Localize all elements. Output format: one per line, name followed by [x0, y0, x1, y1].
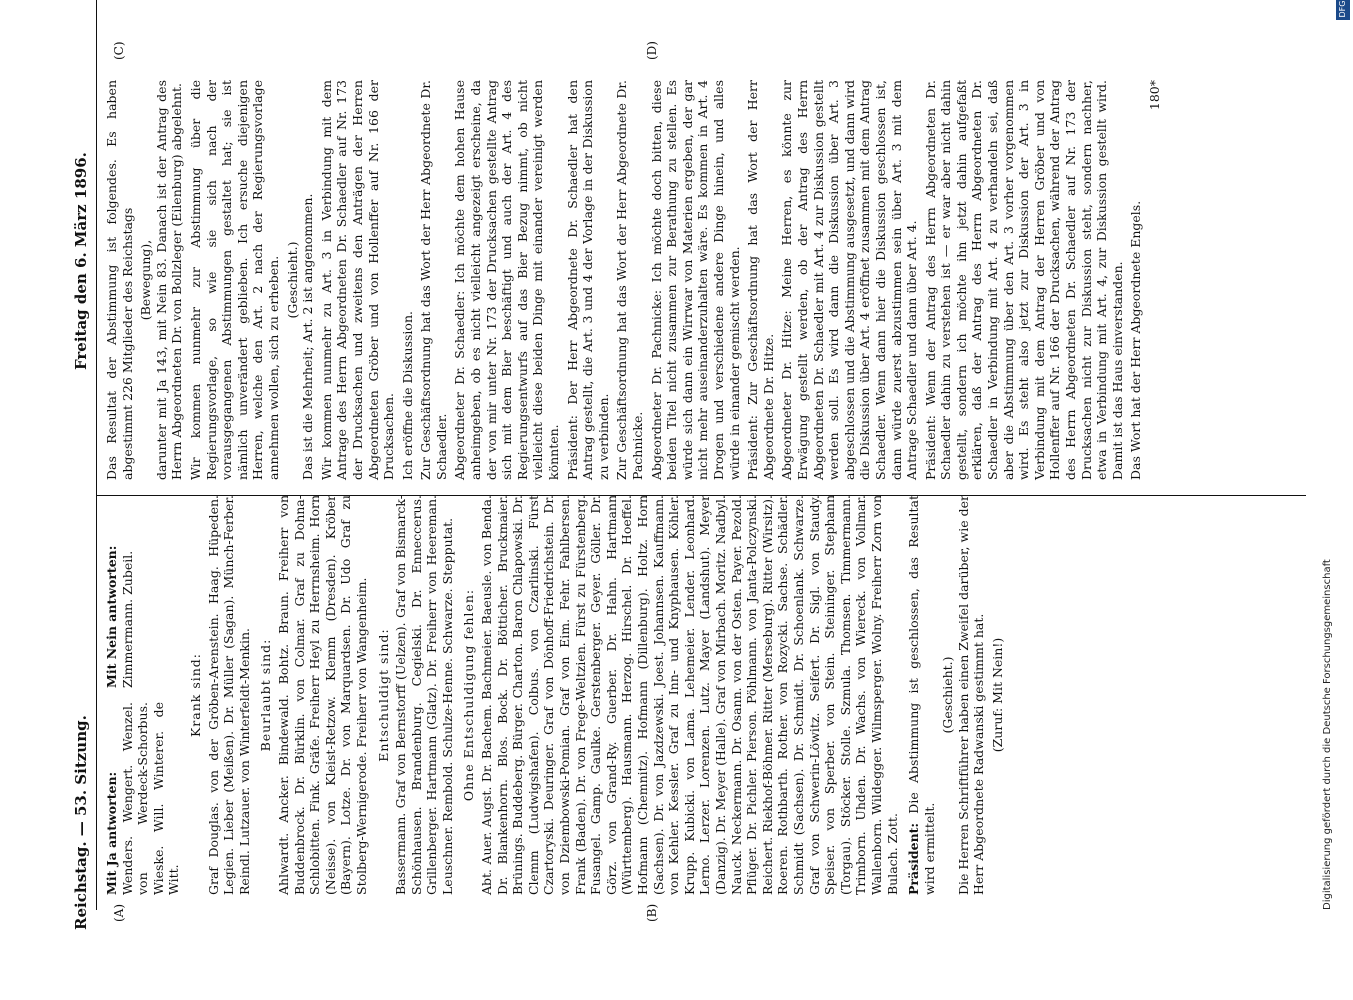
- right-p6: Ich eröffne die Diskussion.: [399, 311, 415, 480]
- right-p4: Das ist die Mehrheit; Art. 2 ist angenommen.: [300, 193, 316, 480]
- praesident-text: Die Abstimmung ist geschlossen, das Resultat wird ermittelt.: [906, 495, 937, 895]
- right-p14: Präsident: Wenn der Antrag des Herrn Abgeordneten Dr. Schaedler dahin zu verstehen ist — er war aber nicht dahin gestellt, sondern ich möchte ihn jetzt dahin aufgefaßt erklären, daß der Antrag des Herrn Abgeordneten Dr. Schaedler in Verbindung mit Art. 4 zu verhandeln sei, daß aber die Abstimmung über den Art. 3 vorher vorgenommen wird. Es steht also jetzt zur Diskussion der Art. 3 in Verbindung mit dem Antrag der Herren Gröber und von Hollenffer auf Nr. 166 der Drucksachen, während der Antrag des Herrn Abgeordneten Dr. Schaedler auf Nr. 173 der Drucksachen nicht zur Diskussion steht, sondern nachher, etwa in Verbindung mit Art. 4, zur Diskussion gestellt wird. Damit ist das Haus einverstanden.: [922, 80, 1125, 480]
- beurlaubt-heading: Beurlaubt sind:: [258, 638, 274, 752]
- beurlaubt-names: Ahlwardt. Ancker. Bindewald. Bohtz. Braun. Freiherr von Buddenbrock. Dr. Bürklin. von Colmar. Graf zu Dohna-Schlobitten. Fink. Gräfe. Freiherr Heyl zu Herrnsheim. Horn (Neisse). von Kleist-Retzow. Klemm (Dresden). Kröber (Bayern). Lotze. Dr. von Marquardsen. Dr. Udo Graf zu Stolberg-Wernigerode. Freiherr von Wangenheim.: [275, 495, 369, 895]
- geschieht-note-2: (Geschieht.): [284, 241, 300, 319]
- right-p11: Abgeordneter Dr. Pachnicke: Ich möchte doch bitten, diese beiden Titel nicht zusammen zur Berathung zu stellen. Es würde sich dann ein Wirrwar von Materien ergeben, der gar nicht mehr auseinanderzuhalten wäre. Es kommen in Art. 4 Drogen und verschiedene andere Dinge hinein, und alles würde in einander gemischt werden.: [648, 80, 742, 480]
- header-left-title: Reichstag. — 53. Sitzung.: [72, 715, 90, 930]
- vote-lists: [104, 495, 182, 895]
- entschuldigt-heading: Entschuldigt sind:: [375, 628, 391, 762]
- schriftfuehrer-text: Die Herren Schriftführer haben einen Zweifel darüber, wie der Herr Abgeordnete Radwanski gestimmt hat.: [955, 495, 987, 895]
- right-column: [104, 80, 1163, 480]
- ohne-entschuldigung-heading: Ohne Entschuldigung fehlen:: [461, 588, 477, 802]
- digitization-credit: Digitalisierung gefördert durch die Deutsche Forschungsgemeinschaft: [1322, 559, 1333, 910]
- praesident-statement-1: [906, 495, 937, 895]
- geschieht-note: (Geschieht.): [940, 656, 956, 734]
- right-p13: Abgeordneter Dr. Hitze: Meine Herren, es könnte zur Erwägung gestellt werden, ob der Antrag des Herrn Abgeordneten Dr. Schaedler mit Art. 4 zur Diskussion gestellt werden soll. Es wird dann die Diskussion über Art. 3 abgeschlossen und die Abstimmung ausgesetzt, und dann wird die Diskussion über Art. 4 eröffnet zusammen mit dem Antrag Schaedler. Wenn dann hier die Diskussion geschlossen ist, dann würde zuerst abzustimmen sein über Art. 3 mit dem Antrage Schaedler und dann über Art. 4.: [779, 80, 920, 480]
- right-p9: Präsident: Der Herr Abgeordnete Dr. Schaedler hat den Antrag gestellt, die Art. 3 und 4 der Vorlage in der Diskussion zu verbinden.: [564, 80, 611, 480]
- right-p1: Das Resultat der Abstimmung ist folgendes. Es haben abgestimmt 226 Mitglieder des Reichstags: [104, 80, 135, 480]
- krank-names: Graf Douglas. von der Gröben-Arenstein. Haag. Hüpeden. Legien. Lieber (Meißen). Dr. Müller (Sagan). Münch-Ferber. Reindl. Lutzauer. von Winterfeldt-Menkin.: [205, 495, 252, 895]
- signature-mark: 180*: [1147, 80, 1162, 111]
- praesident-label: Präsident:: [906, 822, 922, 895]
- margin-marker-a: (A): [112, 903, 126, 922]
- nein-list: [104, 495, 182, 688]
- right-p5: Wir kommen nunmehr zu Art. 3 in Verbindung mit dem Antrage des Herrn Abgeordneten Dr. Schaedler auf Nr. 173 der Drucksachen und zweitens den Anträgen der Herren Abgeordneten Gröber und von Hollenffer auf Nr. 166 der Drucksachen.: [318, 80, 397, 480]
- nein-heading: Mit Nein antworten:: [104, 545, 119, 688]
- header-right-title: Freitag den 6. März 1896.: [72, 152, 90, 370]
- margin-marker-b: (B): [645, 903, 659, 922]
- right-p7: Zur Geschäftsordnung hat das Wort der Herr Abgeordnete Dr. Schaedler.: [418, 80, 449, 480]
- right-p15: Das Wort hat der Herr Abgeordnete Engels.: [1128, 200, 1144, 480]
- right-p8: Abgeordneter Dr. Schaedler: Ich möchte dem hohen Hause anheimgeben, ob es nicht vielleicht angezeigt erscheine, da der von mir unter Nr. 173 der Drucksachen gestellte Antrag sich mit dem Bier beschäftigt und auch der Art. 4 des Regierungsentwurfs auf das Bier Bezug nimmt, ob nicht vielleicht diese beiden Dinge mit einander vereinigt werden könnten.: [452, 80, 562, 480]
- dfg-logo: DFG: [1336, 0, 1350, 20]
- right-p3: Wir kommen nunmehr zur Abstimmung über die Regierungsvorlage, so wie sie sich nach der vorausgegangenen Abstimmungen gestaltet hat; sie ist nämlich unverändert geblieben. Ich ersuche diejenigen Herren, welche den Art. 2 nach der Regierungsvorlage annehmen wollen, sich zu erheben.: [187, 80, 281, 480]
- right-p2: darunter mit Ja 143, mit Nein 83. Danach ist der Antrag des Herrn Abgeordneten Dr. von Bollzleger (Eilenburg) abgelehnt.: [153, 80, 185, 480]
- ja-heading: Mit Ja antworten:: [104, 771, 119, 895]
- right-p10: Zur Geschäftsordnung hat das Wort der Herr Abgeordnete Dr. Pachnicke.: [614, 80, 645, 480]
- zuruf-note: (Zuruf: Mit Nein!): [990, 637, 1006, 753]
- header-rule: [96, 0, 97, 910]
- left-column: [104, 495, 1006, 895]
- ja-list: [104, 702, 182, 895]
- bewegung-note: (Bewegung),: [138, 239, 154, 321]
- right-p12: Präsident: Zur Geschäftsordnung hat das Wort der Herr Abgeordnete Dr. Hitze.: [745, 80, 776, 480]
- margin-marker-d: (D): [645, 41, 659, 60]
- krank-heading: Krank sind:: [187, 652, 203, 738]
- ohne-entschuldigung-names: Abt. Auer. Augst. Dr. Bachem. Bachmeier. Baeusle. von Benda. Dr. Blankenhorn. Blos. Bock. Dr. Bötticher. Bruckmaier. Brünings. Buddeberg. Bürger. Charton. Baron Chlapowski. Dr. Clemm (Ludwigshafen). Colbus. von Czarlinski. Fürst Czartoryski. Deuringer. Graf von Dönhoff-Friedrichstein. Dr. von Dziembowski-Pomian. Graf von Eim. Fehr. Fahlbersen. Frank (Baden). Dr. von Frege-Weltzien. Fürst zu Fürstenberg. Fusangel. Gamp. Gaulke. Gerstenberger. Geyer. Göller. Dr. Görz. von Grand-Ry. Guerber. Dr. Hahn. Hartmann (Württemberg). Hausmann. Herzog. Hirschel. Dr. Hoeffel. Hofmann (Chemnitz). Hofmann (Dillenburg). Holtz. Horn (Sachsen). Dr. von Jazdzewski. Joest. Johannsen. Kauffmann. von Kehler. Kessler. Graf zu Inn- und Knyphausen. Köhler. Krupp. Kubicki. von Lama. Lehemeier. Lender. Leonhard. Lerno. Lerzer. Lorenzen. Lutz. Mayer (Landshut). Meyer (Danzig). Dr. Meyer (Halle). Graf von Mirbach. Moritz. Nadbyl. Nauck. Neckermann. Dr. Osann. von der Osten. Payer. Pezold. Pflüger. Dr. Pichler. Pierson. Pöhlmann. von Janta-Polczynski. Reichert. Riekhof-Böhmer. Ritter (Merseburg). Ritter (Wirsitz). Roeren. Rothbarth. Rother. von Rozycki. Sachse. Schädler. Schmidt (Sachsen). Dr. Schmidt. Dr. Schoenlank. Schwarze. Graf von Schwerin-Löwitz. Seifert. Dr. Sigl. von Staudy. Speiser. von Sperber. von Stein. Steininger. Stephann (Torgau). Stöcker. Stolle. Szmula. Thomsen. Timmermann. Trimborn. Uhden. Dr. Wachs. von Wiereck. von Vollmar. Wallenborn. Wildegger. Wilmsperger. Wolny. Freiherr Zorn von Bulach. Zott.: [479, 495, 900, 895]
- margin-marker-c: (C): [112, 41, 126, 60]
- nein-names: Zimmermann. Zubeil.: [119, 550, 135, 688]
- entschuldigt-names: Bassermann. Graf von Bernstorff (Uelzen). Graf von Bismarck-Schönhausen. Brandenburg. Cegielski. Dr. Enneccerus. Grillenberger. Hartmann (Glatz). Dr. Freiherr von Heereman. Leuschner. Rembold. Schulze-Henne. Schwarze. Stepputat.: [393, 495, 455, 895]
- ja-names: Wenders. Wengert. Wenzel. von Werdeck-Schorbus. Wieske. Will. Winterer. de Witt.: [119, 702, 182, 895]
